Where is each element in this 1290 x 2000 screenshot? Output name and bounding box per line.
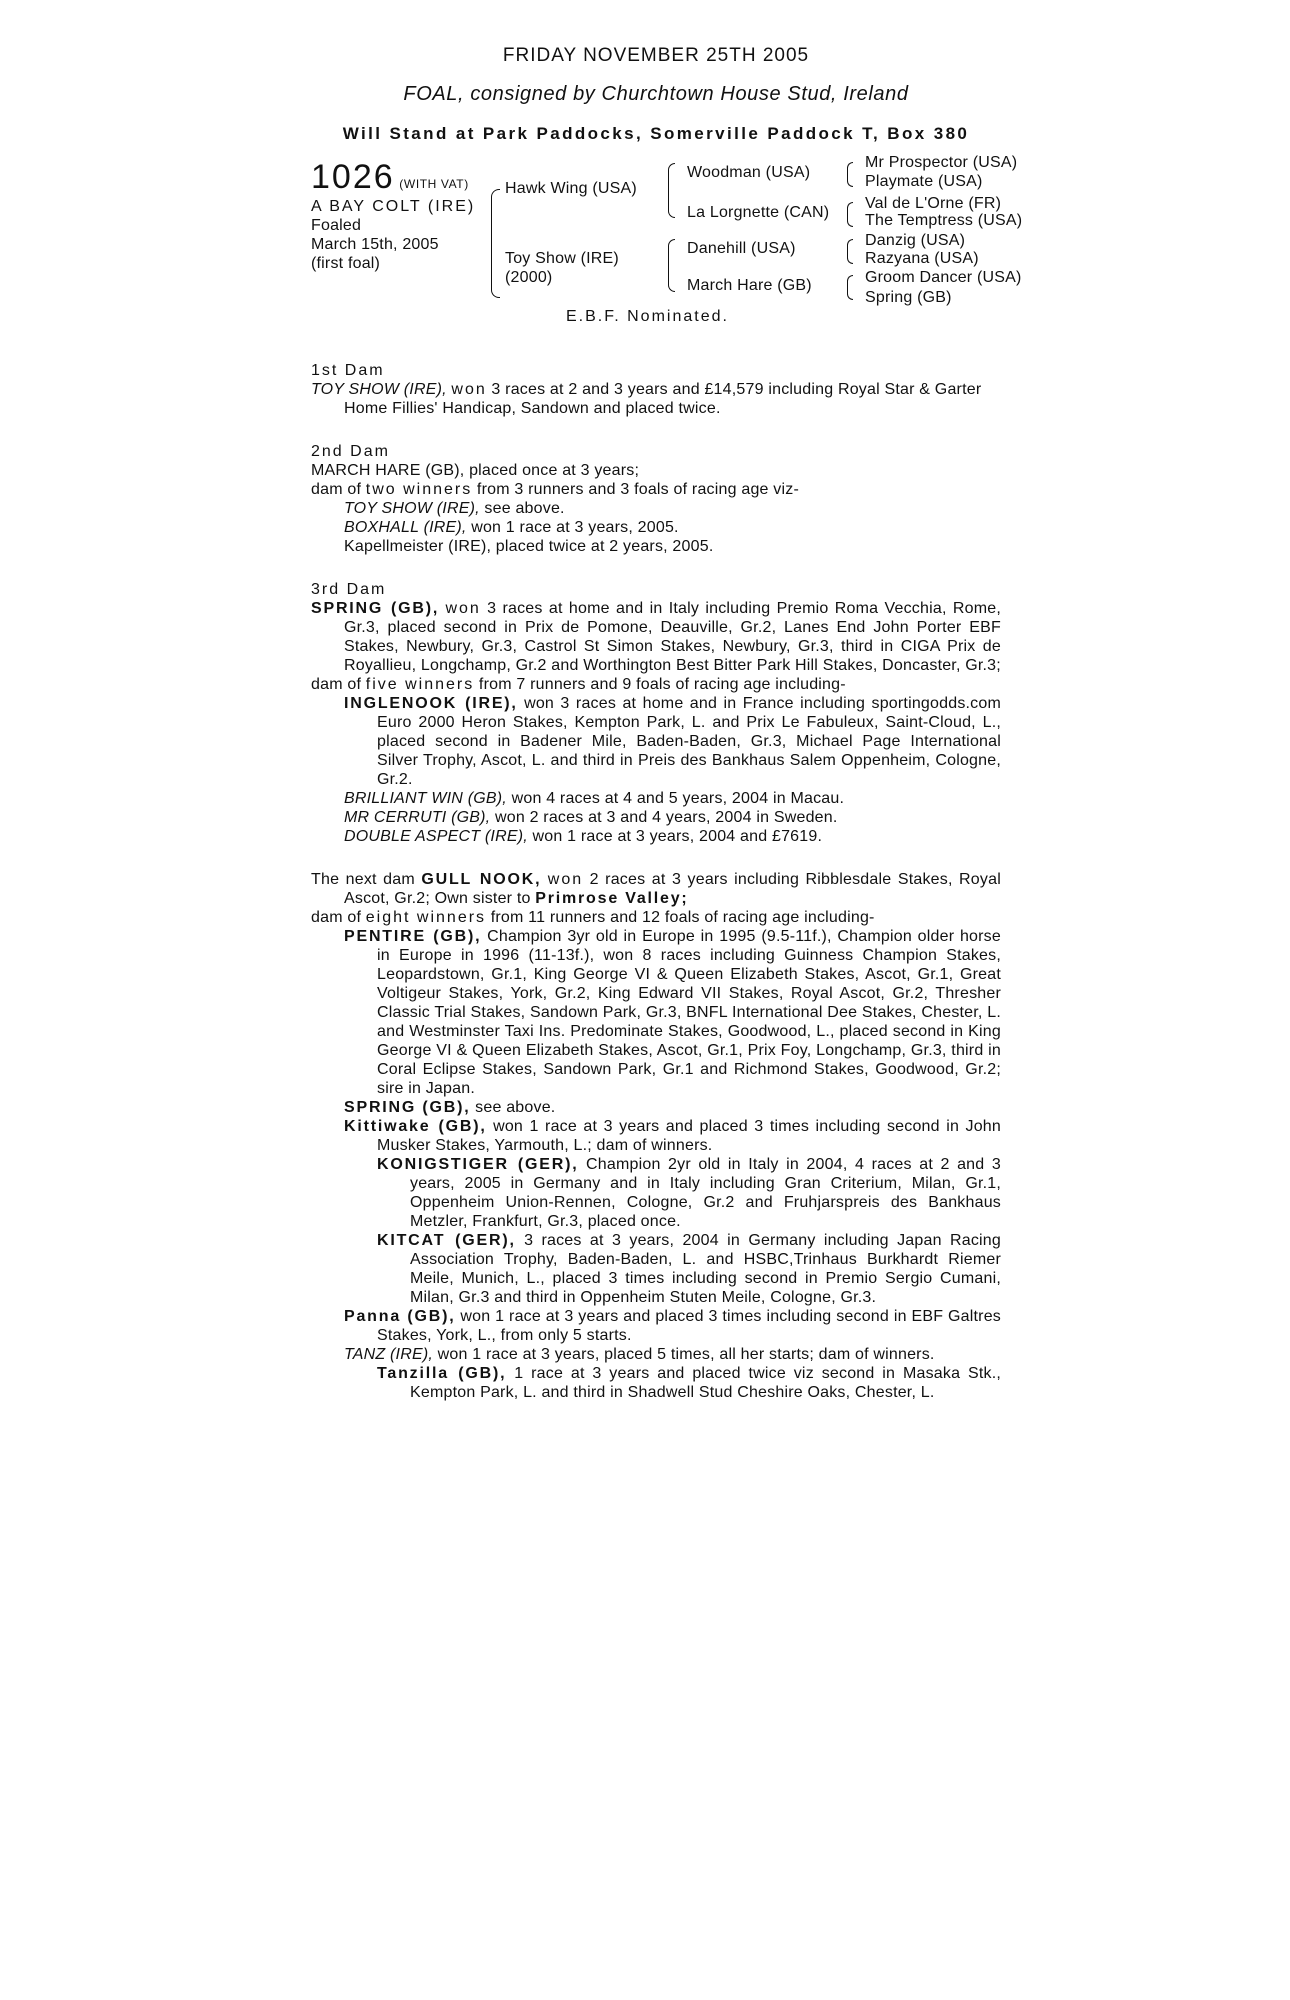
dam-of-label: dam of	[311, 481, 362, 498]
pedigree-sire-dam: La Lorgnette (CAN)	[687, 204, 830, 221]
sister-name: Primrose Valley;	[535, 890, 689, 907]
dam-entry	[311, 380, 1001, 418]
horse-name: SPRING (GB),	[311, 600, 440, 617]
race-record: 2 races at 3 years including Ribblesdale Stakes, Royal Ascot, Gr.2; Own sister to	[344, 871, 1001, 907]
race-record: won 4 races at 4 and 5 years, 2004 in Macau.	[511, 790, 845, 807]
horse-name: DOUBLE ASPECT (IRE),	[344, 828, 528, 845]
pedigree-table	[311, 154, 1023, 337]
first-dam-section	[311, 361, 1001, 418]
section-heading: 3rd Dam	[311, 581, 387, 598]
race-record: won 1 race at 3 years and placed 3 times including second in John Musker Stakes, Yarmouth, L.; dam of winners.	[377, 1118, 1001, 1154]
horse-name: INGLENOOK (IRE),	[344, 695, 518, 712]
section-heading: 1st Dam	[311, 362, 385, 379]
progeny-entry	[311, 789, 1001, 808]
horse-name: Tanzilla (GB),	[377, 1365, 507, 1382]
pedigree-dam: Toy Show (IRE)	[505, 250, 619, 267]
next-dam-intro: The next dam	[311, 871, 415, 888]
progeny-entry	[311, 1231, 1001, 1307]
race-record: see above.	[484, 500, 565, 517]
pedigree-brace	[668, 163, 675, 190]
progeny-entry	[311, 827, 1001, 846]
progeny-entry	[311, 1155, 1001, 1231]
horse-name: KONIGSTIGER (GER),	[377, 1156, 579, 1173]
runners-note: from 7 runners and 9 foals of racing age including-	[478, 676, 846, 693]
horse-name: Panna (GB),	[344, 1308, 456, 1325]
third-dam-section	[311, 580, 1001, 846]
race-record: won 3 races at home and in France including sportingodds.com Euro 2000 Heron Stakes, Kempton Park, L. and Prix Le Fabuleux, Saint-Cloud, L., placed second in Badener Mile, Baden-Baden, Gr.3, Michael Page International Silver Trophy, Ascot, L. and third in Preis des Bankhaus Salem Oppenheim, Cologne, Gr.2.	[377, 695, 1001, 788]
pedigree-g3-4: The Temptress (USA)	[865, 212, 1023, 229]
first-foal-note: (first foal)	[311, 255, 381, 272]
foaled-label: Foaled	[311, 217, 362, 234]
pedigree-brace	[847, 174, 853, 187]
horse-name: GULL NOOK,	[421, 871, 542, 888]
stand-location: Will Stand at Park Paddocks, Somerville Paddock T, Box 380	[342, 124, 970, 143]
horse-name: MR CERRUTI (GB),	[344, 809, 491, 826]
progeny-entry	[311, 1364, 1001, 1402]
runners-note: from 3 runners and 3 foals of racing age viz-	[476, 481, 799, 498]
horse-name: BRILLIANT WIN (GB),	[344, 790, 507, 807]
sale-date: FRIDAY NOVEMBER 25TH 2005	[502, 45, 810, 66]
pedigree-g3-2: Playmate (USA)	[865, 173, 983, 190]
winners-count: eight winners	[365, 909, 487, 926]
race-record: Champion 2yr old in Italy in 2004, 4 races at 2 and 3 years, 2005 in Germany and in Italy including Gran Criterium, Milan, Gr.1, Oppenheim Union-Rennen, Cologne, Gr.2 and Fruhjarspreis des Bankhaus Metzler, Frankfurt, Gr.3, placed once.	[410, 1156, 1001, 1230]
ebf-nominated: E.B.F. Nominated.	[566, 308, 729, 325]
pedigree-brace	[668, 239, 675, 268]
horse-name: BOXHALL (IRE),	[344, 519, 467, 536]
pedigree-dam-sire: Danehill (USA)	[687, 240, 796, 257]
pedigree-g3-1: Mr Prospector (USA)	[865, 154, 1018, 171]
dam-of-line	[311, 908, 1001, 927]
won-word: won	[451, 381, 487, 398]
next-dam-section	[311, 870, 1001, 1402]
pedigree-brace	[847, 287, 853, 300]
pedigree-g3-6: Razyana (USA)	[865, 250, 979, 267]
progeny-entry	[311, 518, 1001, 537]
pedigree-dam-year: (2000)	[505, 269, 553, 286]
dam-of-label: dam of	[311, 676, 362, 693]
race-record: 3 races at 3 years, 2004 in Germany including Japan Racing Association Trophy, Baden-Baden, L. and HSBC,Trinhaus Burkhardt Riemer Meile, Munich, L., placed 3 times including second in Premio Sergio Cumani, Milan, Gr.3 and third in Oppenheim Stuten Meile, Cologne, Gr.3.	[410, 1232, 1001, 1306]
race-record: 3 races at home and in Italy including Premio Roma Vecchia, Rome, Gr.3, placed second in Prix de Pomone, Deauville, Gr.2, Lanes End John Porter EBF Stakes, Newbury, Gr.3, Castrol St Simon Stakes, Newbury, Gr.3, third in CIGA Prix de Royallieu, Longchamp, Gr.2 and Worthington Best Bitter Park Hill Stakes, Doncaster, Gr.3;	[344, 600, 1002, 674]
dam-of-label: dam of	[311, 909, 362, 926]
progeny-entry	[311, 808, 1001, 827]
horse-name: SPRING (GB),	[344, 1099, 471, 1116]
pedigree-sire-sire: Woodman (USA)	[687, 164, 811, 181]
dam-entry	[311, 870, 1001, 908]
pedigree-brace	[668, 189, 675, 218]
pedigree-g3-5: Danzig (USA)	[865, 232, 966, 249]
won-word: won	[445, 600, 481, 617]
progeny-entry	[311, 1307, 1001, 1345]
race-record: won 2 races at 3 and 4 years, 2004 in Sweden.	[494, 809, 838, 826]
section-heading: 2nd Dam	[311, 443, 390, 460]
pedigree-g3-7: Groom Dancer (USA)	[865, 269, 1022, 286]
horse-name: TANZ (IRE),	[344, 1346, 434, 1363]
race-record: won 1 race at 3 years and placed 3 times including second in EBF Galtres Stakes, York, L., from only 5 starts.	[377, 1308, 1001, 1344]
race-record: 3 races at 2 and 3 years and £14,579 including Royal Star & Garter Home Fillies' Handicap, Sandown and placed twice.	[344, 381, 982, 417]
progeny-entry: Kapellmeister (IRE), placed twice at 2 years, 2005.	[344, 538, 714, 555]
consignor-line: FOAL, consigned by Churchtown House Stud, Ireland	[403, 83, 909, 105]
horse-name: PENTIRE (GB),	[344, 928, 482, 945]
dam-entry: MARCH HARE (GB), placed once at 3 years;	[311, 462, 640, 479]
race-record: see above.	[475, 1099, 556, 1116]
pedigree-dam-dam: March Hare (GB)	[687, 277, 812, 294]
pedigree-brace	[491, 243, 500, 298]
lot-name: A BAY COLT (IRE)	[311, 198, 476, 215]
race-record: won 1 race at 3 years, 2005.	[471, 519, 679, 536]
dam-entry	[311, 599, 1001, 675]
progeny-entry	[311, 694, 1001, 789]
pedigree-g3-8: Spring (GB)	[865, 289, 952, 306]
progeny-entry	[311, 1098, 1001, 1117]
vat-note: (WITH VAT)	[399, 177, 469, 191]
horse-name: TOY SHOW (IRE),	[344, 500, 480, 517]
second-dam-section	[311, 442, 1001, 556]
race-record: Champion 3yr old in Europe in 1995 (9.5-11f.), Champion older horse in Europe in 1996 (11-13f.), won 8 races including Guinness Champion Stakes, Leopardstown, Gr.1, King George VI & Queen Elizabeth Stakes, Ascot, Gr.1, Great Voltigeur Stakes, York, Gr.2, King Edward VII Stakes, Royal Ascot, Gr.2, Thresher Classic Trial Stakes, Sandown Park, Gr.3, BNFL International Dee Stakes, Chester, L. and Westminster Taxi Ins. Predominate Stakes, Goodwood, L., placed second in King George VI & Queen Elizabeth Stakes, Ascot, Gr.1, Prix Foy, Longchamp, Gr.3, third in Coral Eclipse Stakes, Sandown Park, Gr.1 and Richmond Stakes, Goodwood, Gr.2; sire in Japan.	[377, 928, 1001, 1097]
pedigree-g3-3: Val de L'Orne (FR)	[865, 195, 1002, 212]
progeny-entry	[311, 499, 1001, 518]
race-record: won 1 race at 3 years, placed 5 times, all her starts; dam of winners.	[437, 1346, 935, 1363]
foaled-date: March 15th, 2005	[311, 236, 439, 253]
catalogue-page	[311, 40, 1023, 1402]
pedigree-sire: Hawk Wing (USA)	[505, 180, 637, 197]
won-word: won	[547, 871, 584, 888]
winners-count: two winners	[365, 481, 473, 498]
progeny-entry	[311, 927, 1001, 1098]
pedigree-brace	[668, 267, 675, 292]
pedigree-brace	[847, 251, 853, 264]
winners-count: five winners	[365, 676, 475, 693]
progeny-entry	[311, 1117, 1001, 1155]
horse-name: TOY SHOW (IRE),	[311, 381, 447, 398]
dam-of-line	[311, 675, 1001, 694]
dam-of-line	[311, 480, 1001, 499]
lot-number: 1026	[311, 158, 395, 196]
lot-number-line	[311, 159, 469, 195]
horse-name: KITCAT (GER),	[377, 1232, 516, 1249]
race-record: won 1 race at 3 years, 2004 and £7619.	[532, 828, 823, 845]
progeny-entry	[311, 1345, 1001, 1364]
pedigree-brace	[847, 214, 853, 227]
horse-name: Kittiwake (GB),	[344, 1118, 487, 1135]
pedigree-brace	[491, 189, 500, 244]
race-record: 1 race at 3 years and placed twice viz second in Masaka Stk., Kempton Park, L. and third in Shadwell Stud Cheshire Oaks, Chester, L.	[410, 1365, 1001, 1401]
runners-note: from 11 runners and 12 foals of racing age including-	[490, 909, 875, 926]
